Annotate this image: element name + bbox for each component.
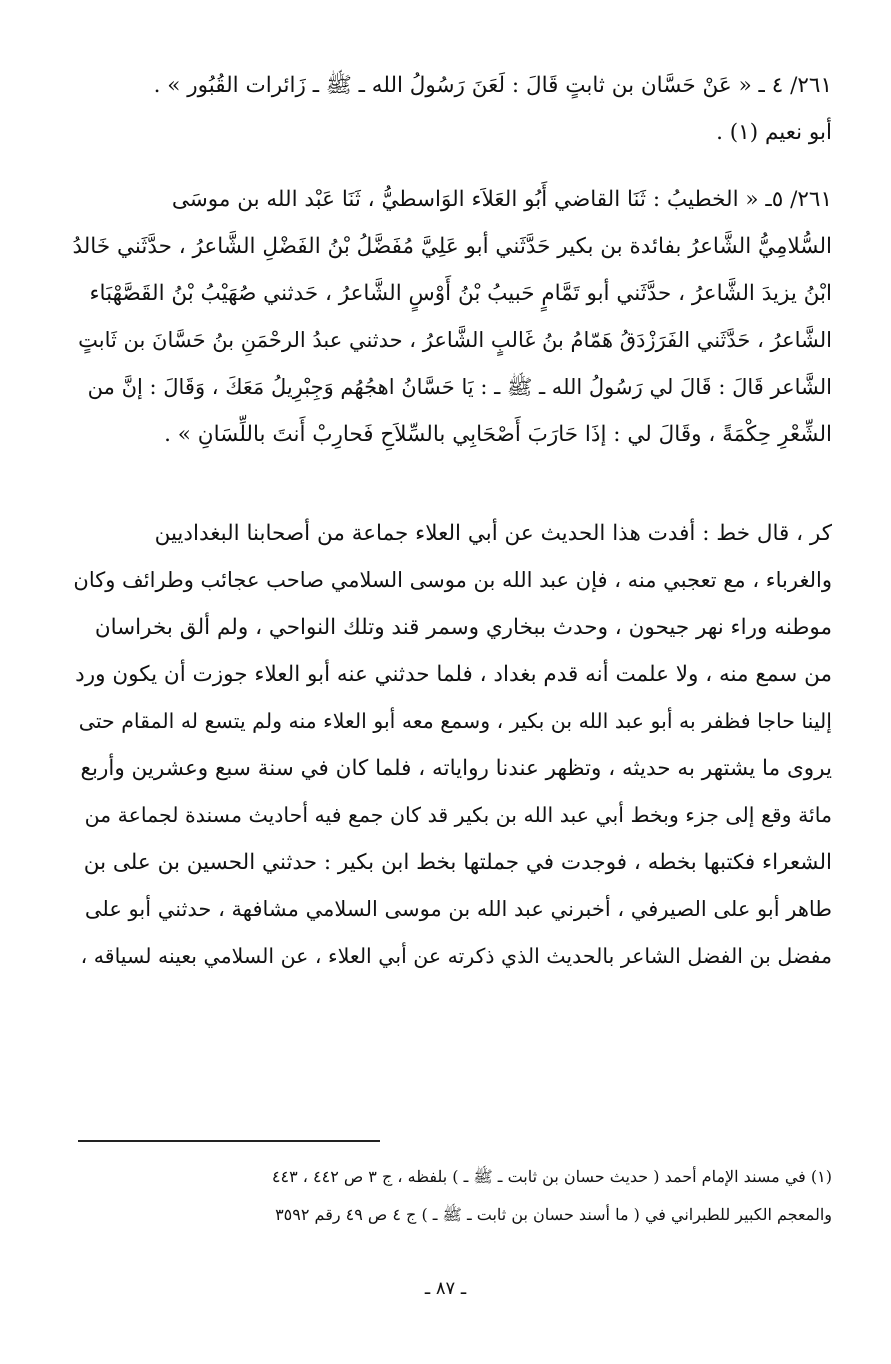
hadith-paragraph-4	[72, 62, 832, 170]
text-line: الشَّاعر قَالَ : قَالَ لي رَسُولُ الله ـ ﷺ ـ : يَا حَسَّانُ اهجُهُم وَجِبْرِيلُ مَعَكَ ، وَقَالَ : إنَّ من	[87, 375, 832, 399]
footnote-separator	[78, 1140, 380, 1142]
footnote-line: والمعجم الكبير للطبراني في ( ما أسند حسان بن ثابت ـ ﷺ ـ ) ج ٤ ص ٤٩ رقم ٣٥٩٢	[275, 1205, 832, 1224]
text-line: والغرباء ، مع تعجبي منه ، فإن عبد الله بن موسى السلامي صاحب عجائب وطرائف وكان	[73, 568, 832, 592]
text-line: أبو نعيم (١) .	[716, 120, 832, 145]
text-line: مفضل بن الفضل الشاعر بالحديث الذي ذكرته عن أبي العلاء ، عن السلامي بعينه لسياقه ،	[80, 944, 832, 968]
text-line: السُّلامِيُّ الشَّاعرُ بفائدة بن بكير حَدَّثَني أبو عَلِيَّ مُفَضَّلُ بْنُ الفَضْلِ الشَّاعرُ ، حدَّثَني خَالدُ	[72, 234, 832, 259]
text-line: مائة وقع إلى جزء وبخط أبي عبد الله بن بكير قد كان جمع فيه أحاديث مسندة لجماعة من	[84, 803, 832, 827]
hadith-paragraph-5	[72, 176, 832, 506]
text-line: ٢٦١/ ٤ ـ « عَنْ حَسَّان بن ثابتٍ قَالَ : لَعَنَ رَسُولُ الله ـ ﷺ ـ زَائرات القُبُور » .	[153, 73, 832, 98]
text-line: يروى ما يشتهر به حديثه ، وتظهر عندنا رواياته ، فلما كان في سنة سبع وعشرين وأربع	[80, 756, 832, 781]
text-line: ابْنُ يزيدَ الشَّاعرُ ، حدَّثَني أبو تَمَّامٍ حَبيبُ بْنُ أَوْسٍ الشَّاعرُ ، حَدثني صُهَيْبُ بْنُ القَصَّهْبَاء	[89, 281, 832, 306]
text-line: الشعراء فكتبها بخطه ، فوجدت في جملتها بخط ابن بكير : حدثني الحسين بن على بن	[83, 850, 832, 875]
page-body	[72, 62, 832, 1322]
text-line: من سمع منه ، ولا علمت أنه قدم بغداد ، فلما حدثني عنه أبو العلاء جوزت أن يكون ورد	[75, 662, 832, 687]
footnote-line: (١) في مسند الإمام أحمد ( حديث حسان بن ثابت ـ ﷺ ـ ) بلفظه ، ج ٣ ص ٤٤٢ ، ٤٤٣	[271, 1167, 832, 1186]
text-line: كر ، قال خط : أفدت هذا الحديث عن أبي العلاء جماعة من أصحابنا البغداديين	[154, 521, 832, 546]
footnotes	[72, 1158, 832, 1234]
text-line: طاهر أبو على الصيرفي ، أخبرني عبد الله بن موسى السلامي مشافهة ، حدثني أبو على	[84, 897, 832, 921]
text-line: الشِّعْرِ حِكْمَةً ، وقَالَ لي : إذَا حَارَبَ أَصْحَابِي بالسِّلاَحِ فَحارِبْ أَنتَ باللِّسَانِ » .	[164, 422, 832, 447]
page-number: ـ ٨٧ ـ	[424, 1278, 467, 1299]
commentary-paragraph	[72, 510, 832, 980]
text-line: ٢٦١/ ٥ـ « الخطيبُ : ثَنَا القاضي أَبُو العَلاَء الوَاسطيُّ ، ثَنَا عَبْد الله بن موسَى	[171, 187, 832, 212]
text-line: الشَّاعرُ ، حَدَّثَني الفَرَزْدَقُ هَمّامُ بنُ غَالبٍ الشَّاعرُ ، حدثني عبدُ الرحْمَنِ بنُ حَسَّانَ بن ثَابتٍ	[78, 328, 832, 352]
text-line: موطنه وراء نهر جيحون ، وحدث ببخاري وسمر قند وتلك النواحي ، ولم ألق بخراسان	[94, 615, 832, 640]
text-line: إلينا حاجا فظفر به أبو عبد الله بن بكير ، وسمع معه أبو العلاء منه ولم يتسع له المقام حتى	[78, 709, 832, 733]
